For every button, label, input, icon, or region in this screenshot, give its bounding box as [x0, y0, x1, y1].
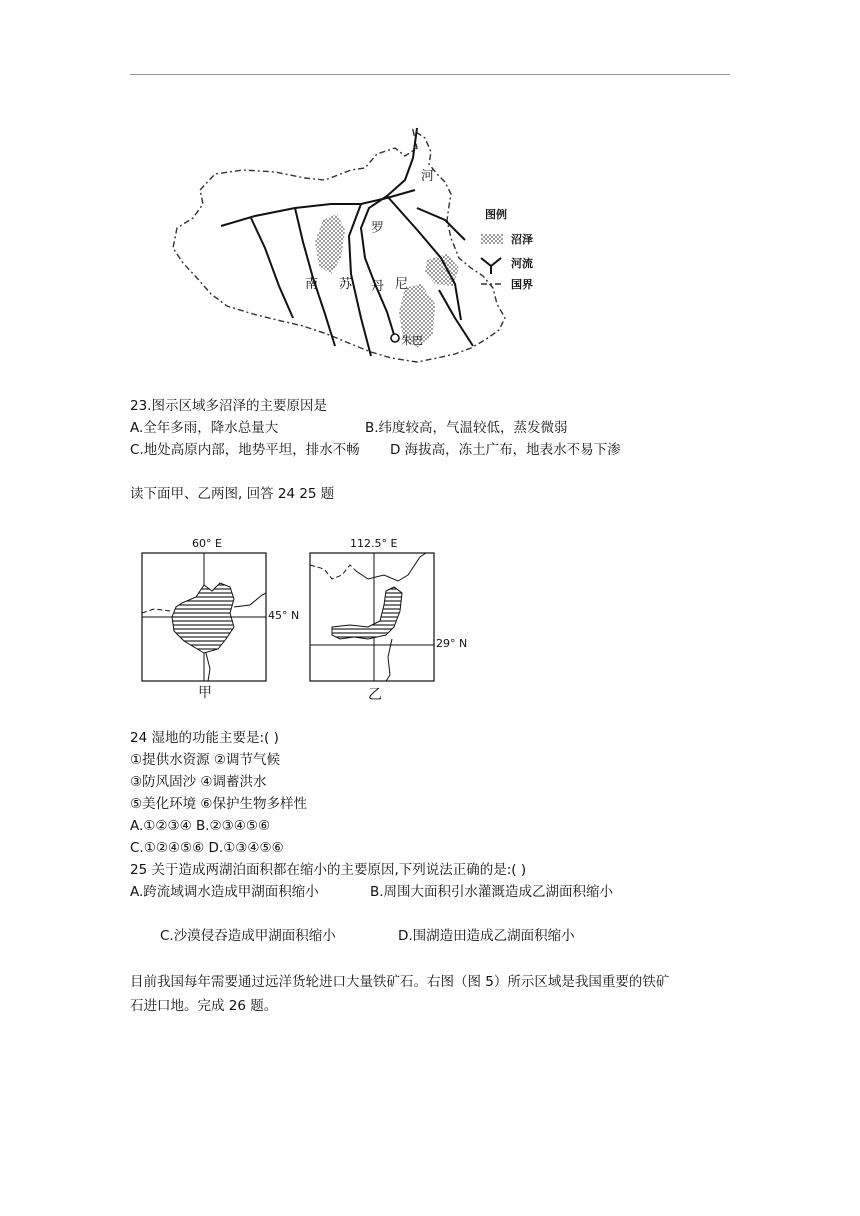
legend-swamp: 沼泽 — [511, 233, 533, 246]
jia-caption: 甲 — [198, 685, 212, 701]
legend-title: 图例 — [485, 208, 507, 221]
river-east2 — [439, 290, 473, 346]
passage-26-line1: 目前我国每年需要通过远洋货轮进口大量铁矿石。右图（图 5）所示区域是我国重要的铁矿 — [130, 974, 670, 990]
legend-border: 国界 — [511, 278, 533, 291]
q24-options-row2: C.①②④⑤⑥ D.①③④⑤⑥ — [130, 840, 284, 856]
label-nan: 南 — [305, 277, 319, 292]
south-sudan-map — [155, 108, 660, 370]
map-yi — [298, 535, 478, 705]
q23-option-d: D 海拔高，冻土广布，地表水不易下渗 — [390, 442, 621, 458]
juba-marker — [391, 334, 399, 342]
q24-items-row3: ⑤美化环境 ⑥保护生物多样性 — [130, 796, 307, 812]
legend-river: 河流 — [511, 257, 533, 270]
label-su: 苏 — [339, 277, 353, 292]
river-sw1 — [251, 218, 293, 318]
main-tributary — [221, 190, 415, 226]
map-jia — [130, 535, 300, 705]
label-dan: 丹 — [371, 279, 385, 294]
q24-question: 24 湿地的功能主要是:( ) — [130, 730, 279, 746]
yi-frame — [310, 553, 434, 681]
map-jia-svg — [130, 535, 300, 705]
jia-lat-label: 45° N — [268, 609, 300, 622]
legend-swamp-swatch — [481, 234, 503, 244]
river-mid — [349, 204, 371, 356]
swamp-west — [315, 214, 345, 274]
legend-river-symbol — [481, 258, 501, 274]
intro-24-25: 读下面甲、乙两图, 回答 24 25 题 — [130, 486, 335, 502]
q25-option-b: B.周围大面积引水灌溉造成乙湖面积缩小 — [370, 884, 614, 900]
q23-option-b: B.纬度较高，气温较低，蒸发微弱 — [365, 420, 568, 436]
label-he: 河 — [421, 169, 435, 184]
map-yi-svg — [298, 535, 478, 705]
south-sudan-map-svg — [155, 108, 660, 370]
header-rule — [130, 74, 730, 75]
q23-question: 23.图示区域多沼泽的主要原因是 — [130, 398, 327, 414]
q25-question: 25 关于造成两湖泊面积都在缩小的主要原因,下列说法正确的是:( ) — [130, 862, 527, 878]
yi-lon-label: 112.5° E — [350, 537, 398, 550]
passage-26-line2: 石进口地。完成 26 题。 — [130, 998, 278, 1014]
q24-items-row2: ③防风固沙 ④调蓄洪水 — [130, 774, 267, 790]
q25-option-d: D.围湖造田造成乙湖面积缩小 — [398, 928, 575, 944]
yi-caption: 乙 — [368, 687, 382, 703]
yi-lat-label: 29° N — [436, 637, 468, 650]
label-ni: 尼 — [395, 277, 409, 292]
jia-lon-label: 60° E — [192, 537, 222, 550]
q24-options-row1: A.①②③④ B.②③④⑤⑥ — [130, 818, 271, 834]
river-east3 — [417, 208, 465, 240]
q25-option-a: A.跨流域调水造成甲湖面积缩小 — [130, 884, 319, 900]
q23-option-c: C.地处高原内部，地势平坦，排水不畅 — [130, 442, 360, 458]
q25-option-c: C.沙漠侵吞造成甲湖面积缩小 — [160, 928, 336, 944]
label-luo: 罗 — [371, 221, 385, 236]
q23-option-a: A.全年多雨，降水总量大 — [130, 420, 279, 436]
q24-items-row1: ①提供水资源 ②调节气候 — [130, 752, 280, 768]
label-juba: 朱巴 — [401, 334, 423, 347]
